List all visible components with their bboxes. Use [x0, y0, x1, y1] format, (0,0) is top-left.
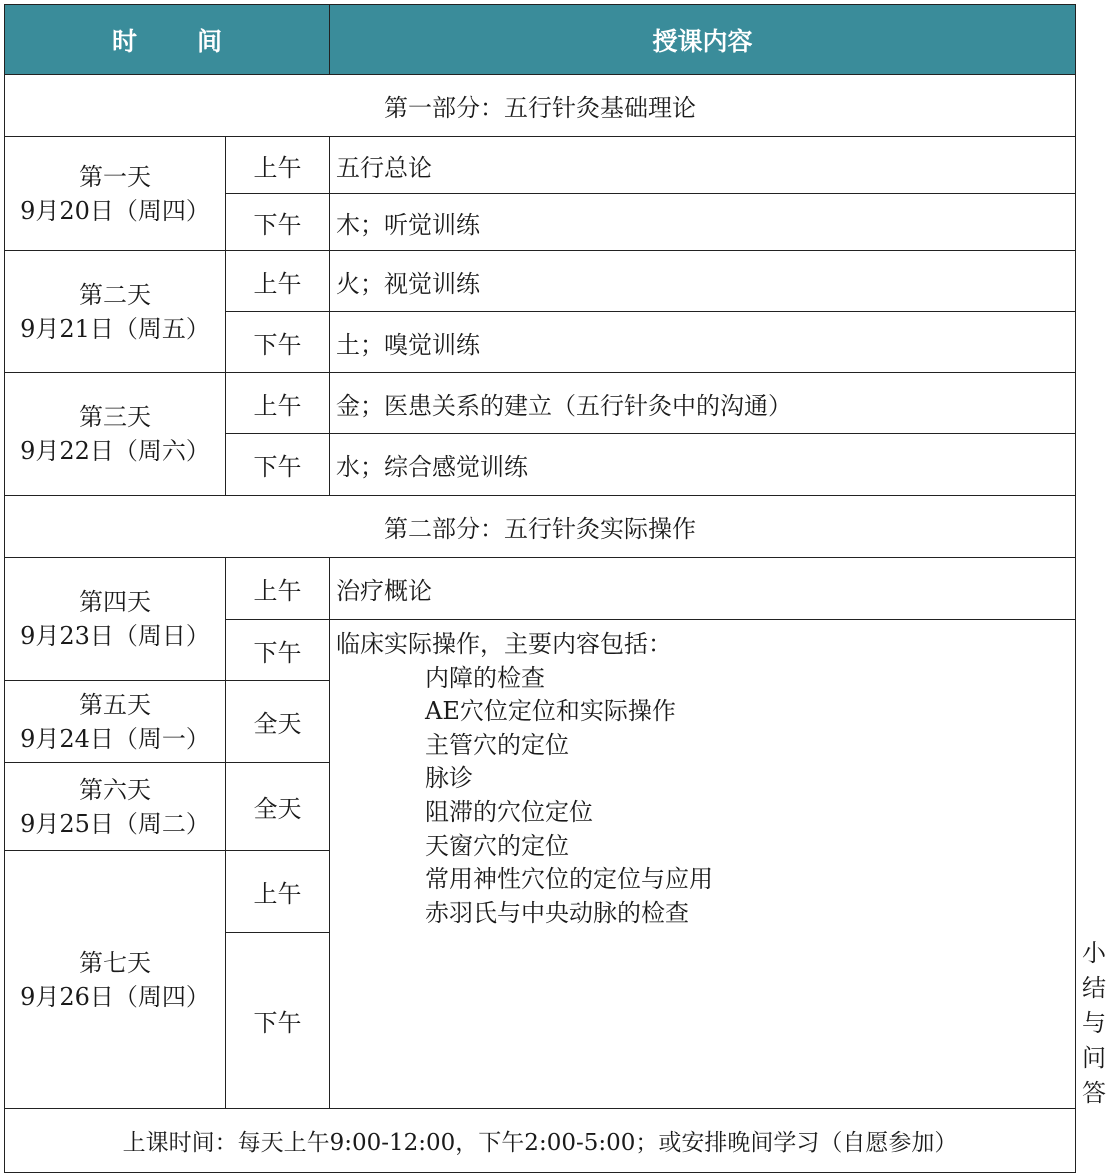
- list-item: 天窗穴的定位: [425, 831, 569, 860]
- header-row: [5, 5, 1076, 75]
- section-title-part2: 第二部分：五行针灸实际操作: [5, 496, 1076, 558]
- practice-lead: 临床实际操作，主要内容包括：: [336, 630, 672, 658]
- day-cell-1: [5, 137, 226, 251]
- day-date: 9月20日（周四）: [20, 196, 210, 225]
- period-cell: 下午: [226, 434, 330, 496]
- section-row-part2: [5, 496, 1076, 558]
- period-cell: 全天: [226, 681, 330, 763]
- day-date: 9月26日（周四）: [20, 982, 210, 1011]
- content-cell: 水；综合感觉训练: [330, 434, 1076, 496]
- period-cell: 上午: [226, 137, 330, 194]
- day-cell-4: [5, 558, 226, 681]
- day-name: 第一天: [79, 162, 151, 191]
- list-item: 内障的检查: [425, 663, 545, 692]
- practice-list: [330, 662, 1075, 931]
- day-name: 第七天: [79, 948, 151, 977]
- period-cell: 下午: [226, 312, 330, 373]
- day-name: 第三天: [79, 403, 151, 431]
- period-cell: 上午: [226, 851, 330, 933]
- day-name: 第二天: [79, 280, 151, 309]
- period-cell: 全天: [226, 763, 330, 851]
- content-cell: 土；嗅觉训练: [330, 312, 1076, 373]
- header-time: [5, 5, 330, 75]
- section-title-part1: 第一部分：五行针灸基础理论: [5, 75, 1076, 137]
- list-item: 常用神性穴位的定位与应用: [425, 865, 713, 894]
- section-row-part1: [5, 75, 1076, 137]
- table-row: [5, 137, 1076, 194]
- day-date: 9月23日（周日）: [20, 622, 210, 650]
- period-cell: 上午: [226, 558, 330, 620]
- list-item: 脉诊: [425, 764, 473, 793]
- practice-content-cell: [330, 620, 1076, 1109]
- class-hours-note: 上课时间：每天上午9:00-12:00，下午2:00-5:00；或安排晚间学习（自愿参加）: [5, 1109, 1076, 1173]
- list-item: 阻滞的穴位定位: [425, 797, 593, 826]
- day-cell-7: [5, 851, 226, 1109]
- list-item: AE穴位定位和实际操作: [425, 697, 676, 726]
- header-time-left: 时: [111, 26, 137, 56]
- day-name: 第六天: [79, 775, 151, 804]
- content-cell: 火；视觉训练: [330, 251, 1076, 312]
- header-time-right: 间: [197, 26, 223, 56]
- footer-row: [5, 1109, 1076, 1173]
- schedule-sheet: [4, 4, 1106, 1156]
- table-row: [5, 558, 1076, 620]
- day-name: 第四天: [79, 588, 151, 616]
- content-cell: 木；听觉训练: [330, 194, 1076, 251]
- day-date: 9月25日（周二）: [20, 809, 210, 838]
- table-row: [5, 251, 1076, 312]
- content-cell: 金；医患关系的建立（五行针灸中的沟通）: [330, 373, 1076, 434]
- day-date: 9月22日（周六）: [20, 437, 210, 465]
- period-cell: 下午: [226, 620, 330, 681]
- period-cell: 下午: [226, 933, 330, 1109]
- day-cell-2: [5, 251, 226, 373]
- day-cell-3: [5, 373, 226, 496]
- period-cell: 下午: [226, 194, 330, 251]
- day-name: 第五天: [79, 690, 151, 719]
- list-item: 赤羽氏与中央动脉的检查: [425, 898, 689, 927]
- content-cell: 五行总论: [330, 137, 1076, 194]
- period-cell: 上午: [226, 373, 330, 434]
- day-cell-5: [5, 681, 226, 763]
- content-cell: 治疗概论: [330, 558, 1076, 620]
- header-content: 授课内容: [330, 5, 1076, 75]
- table-row: 下午 小结与问答: [5, 933, 1076, 1109]
- table-row: [5, 373, 1076, 434]
- list-item: 主管穴的定位: [425, 730, 569, 759]
- schedule-table: [4, 4, 1106, 1173]
- day-date: 9月21日（周五）: [20, 314, 210, 343]
- day-date: 9月24日（周一）: [20, 724, 210, 753]
- period-cell: 上午: [226, 251, 330, 312]
- day-cell-6: [5, 763, 226, 851]
